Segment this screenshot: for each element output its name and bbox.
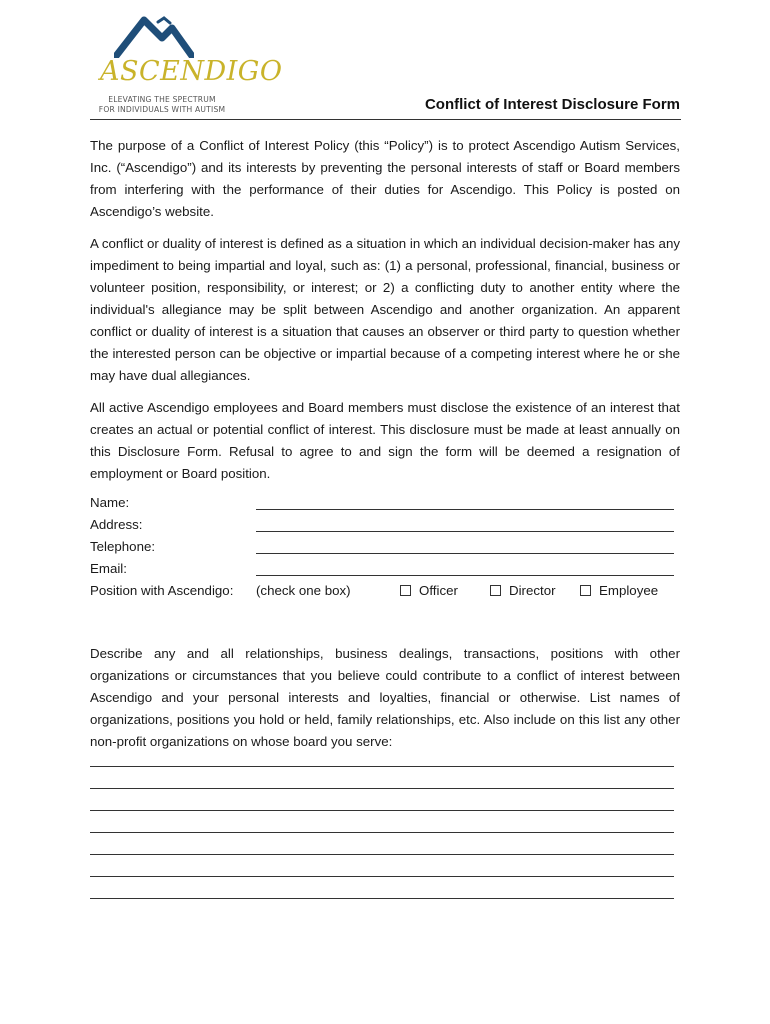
position-label: Position with Ascendigo: xyxy=(90,583,234,598)
director-checkbox[interactable] xyxy=(490,585,501,596)
requirement-paragraph: All active Ascendigo employees and Board members must disclose the existence of an interest that creates an actual or potential conflict of interest. This disclosure must be made at least annually on this Disclosure Form. Refusal to agree to and sign the form will be deemed a resignation of employment or Board position. xyxy=(90,400,680,481)
answer-line[interactable] xyxy=(90,788,674,789)
logo-tagline-line2: FOR INDIVIDUALS WITH AUTISM xyxy=(98,104,226,114)
title-divider xyxy=(90,119,681,120)
answer-line[interactable] xyxy=(90,766,674,767)
address-row xyxy=(90,515,680,537)
position-row xyxy=(90,581,680,603)
officer-option[interactable] xyxy=(400,583,458,598)
director-option[interactable] xyxy=(490,583,556,598)
logo-tagline xyxy=(92,95,232,114)
email-field[interactable] xyxy=(256,575,674,576)
purpose-paragraph: The purpose of a Conflict of Interest Policy (this “Policy”) is to protect Ascendigo Autism Services, Inc. (“Ascendigo”) and its interests by preventing the personal interests of staff or Board members from interfering with the performance of their duties for Ascendigo. This Policy is posted on Ascendigo’s website. xyxy=(90,138,680,219)
employee-option[interactable] xyxy=(580,583,658,598)
answer-line[interactable] xyxy=(90,898,674,899)
address-field[interactable] xyxy=(256,531,674,532)
name-row xyxy=(90,493,680,515)
answer-line[interactable] xyxy=(90,832,674,833)
definition-paragraph: A conflict or duality of interest is defined as a situation in which an individual decision-maker has any impediment to being impartial and loyal, such as: (1) a personal, professional, financial, business or volunteer position, responsibility, or interest; or 2) a conflicting duty to another entity where the individual's allegiance may be split between Ascendigo and another organization. An apparent conflict or duality of interest is a situation that causes an observer or third party to question whether the interested person can be objective or impartial because of a competing interest where he or she may have dual allegiances. xyxy=(90,236,680,383)
answer-line[interactable] xyxy=(90,854,674,855)
officer-checkbox[interactable] xyxy=(400,585,411,596)
describe-paragraph: Describe any and all relationships, business dealings, transactions, positions with other organizations or circumstances that you believe could contribute to a conflict of interest between Ascendigo and your personal interests and loyalties, financial or otherwise. List names of organizations, positions you hold or held, family relationships, etc. Also include on this list any other non-profit organizations on whose board you serve: xyxy=(90,646,680,749)
email-row xyxy=(90,559,680,581)
relationships-answer-area[interactable] xyxy=(90,766,674,920)
telephone-field[interactable] xyxy=(256,553,674,554)
employee-label: Employee xyxy=(599,583,659,598)
position-note: (check one box) xyxy=(256,583,351,598)
telephone-label: Telephone: xyxy=(90,539,156,554)
ascendigo-logo xyxy=(92,16,283,120)
form-title: Conflict of Interest Disclosure Form xyxy=(424,96,680,113)
address-label: Address: xyxy=(90,517,143,532)
disclosure-fields xyxy=(90,493,680,603)
director-label: Director xyxy=(509,583,556,598)
telephone-row xyxy=(90,537,680,559)
email-label: Email: xyxy=(90,561,127,576)
employee-checkbox[interactable] xyxy=(580,585,591,596)
answer-line[interactable] xyxy=(90,810,674,811)
logo-tagline-line1: ELEVATING THE SPECTRUM xyxy=(108,95,216,104)
answer-line[interactable] xyxy=(90,876,674,877)
mountain-logo-icon xyxy=(114,16,194,58)
name-field[interactable] xyxy=(256,509,674,510)
name-label: Name: xyxy=(90,495,130,510)
officer-label: Officer xyxy=(419,583,458,598)
logo-wordmark: ASCENDIGO xyxy=(100,56,283,87)
